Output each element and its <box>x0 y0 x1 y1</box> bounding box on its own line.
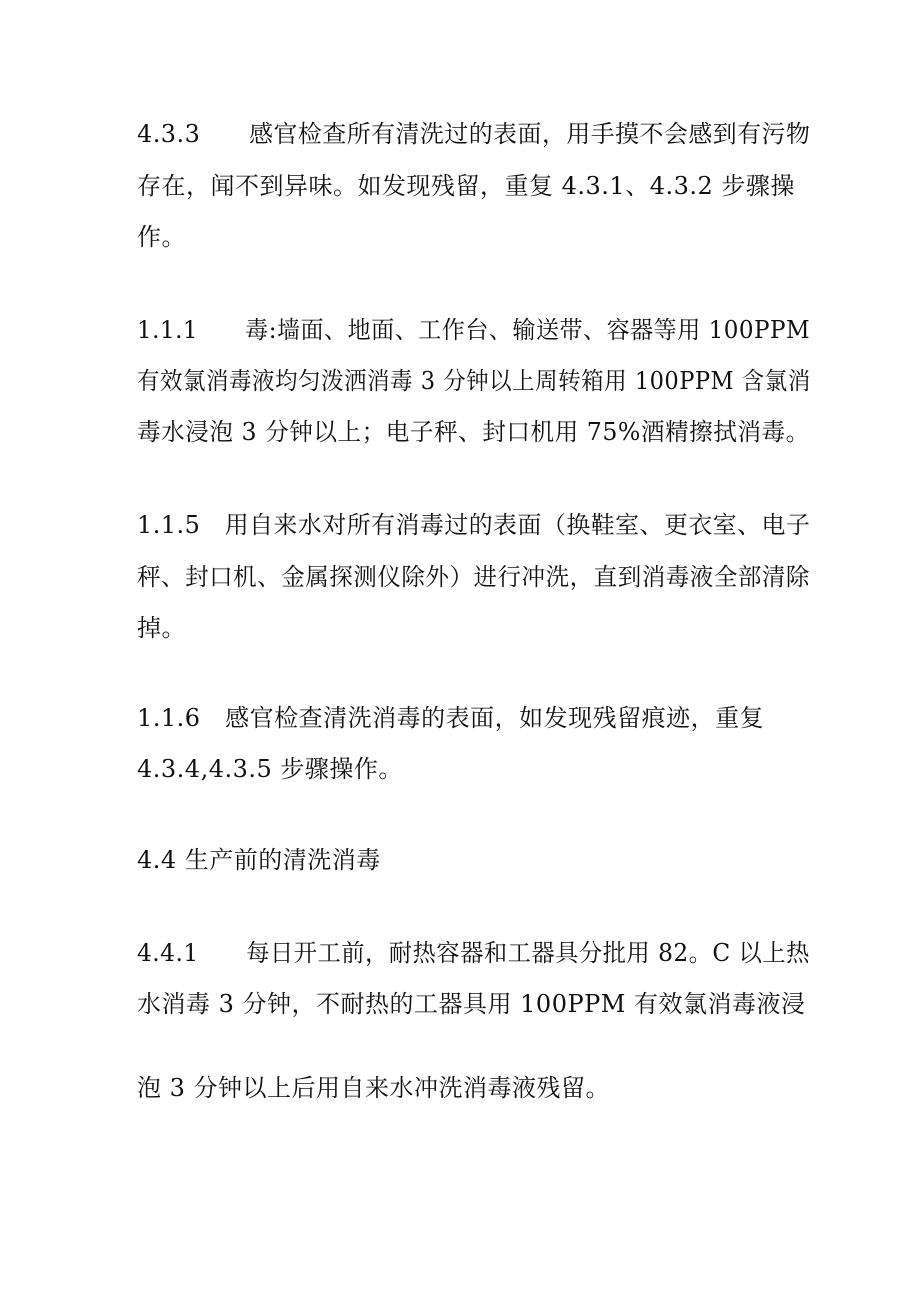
text-line: 水消毒 3 分钟，不耐热的工器具用 100PPM 有效氯消毒液浸 <box>137 990 806 1018</box>
text-line: 存在，闻不到异味。如发现残留，重复 4.3.1、4.3.2 步骤操 <box>137 172 795 200</box>
text-line: 作。 <box>137 223 186 251</box>
text-line: 有效氯消毒液均匀泼洒消毒 3 分钟以上周转箱用 100PPM 含氯消 <box>137 367 811 395</box>
text-line: 秤、封口机、金属探测仪除外）进行冲洗，直到消毒液全部清除 <box>137 563 810 591</box>
text-line: 4.3.3 感官检查所有清洗过的表面，用手摸不会感到有污物 <box>137 120 811 148</box>
text-line: 掉。 <box>137 614 186 642</box>
section-heading: 4.4 生产前的清洗消毒 <box>137 846 381 874</box>
text-line: 4.4.1 每日开工前，耐热容器和工器具分批用 82。C 以上热 <box>137 939 810 967</box>
text-line: 1.1.6 感官检查清洗消毒的表面，如发现残留痕迹，重复 <box>137 704 765 732</box>
text-line: 1.1.1 毒:墙面、地面、工作台、输送带、容器等用 100PPM <box>137 316 811 344</box>
text-line: 泡 3 分钟以上后用自来水冲洗消毒液残留。 <box>137 1074 611 1102</box>
text-line: 4.3.4,4.3.5 步骤操作。 <box>137 755 403 783</box>
text-line: 1.1.5 用自来水对所有消毒过的表面（换鞋室、更衣室、电子 <box>137 511 811 539</box>
text-line: 毒水浸泡 3 分钟以上；电子秤、封口机用 75%酒精擦拭消毒。 <box>137 418 810 446</box>
